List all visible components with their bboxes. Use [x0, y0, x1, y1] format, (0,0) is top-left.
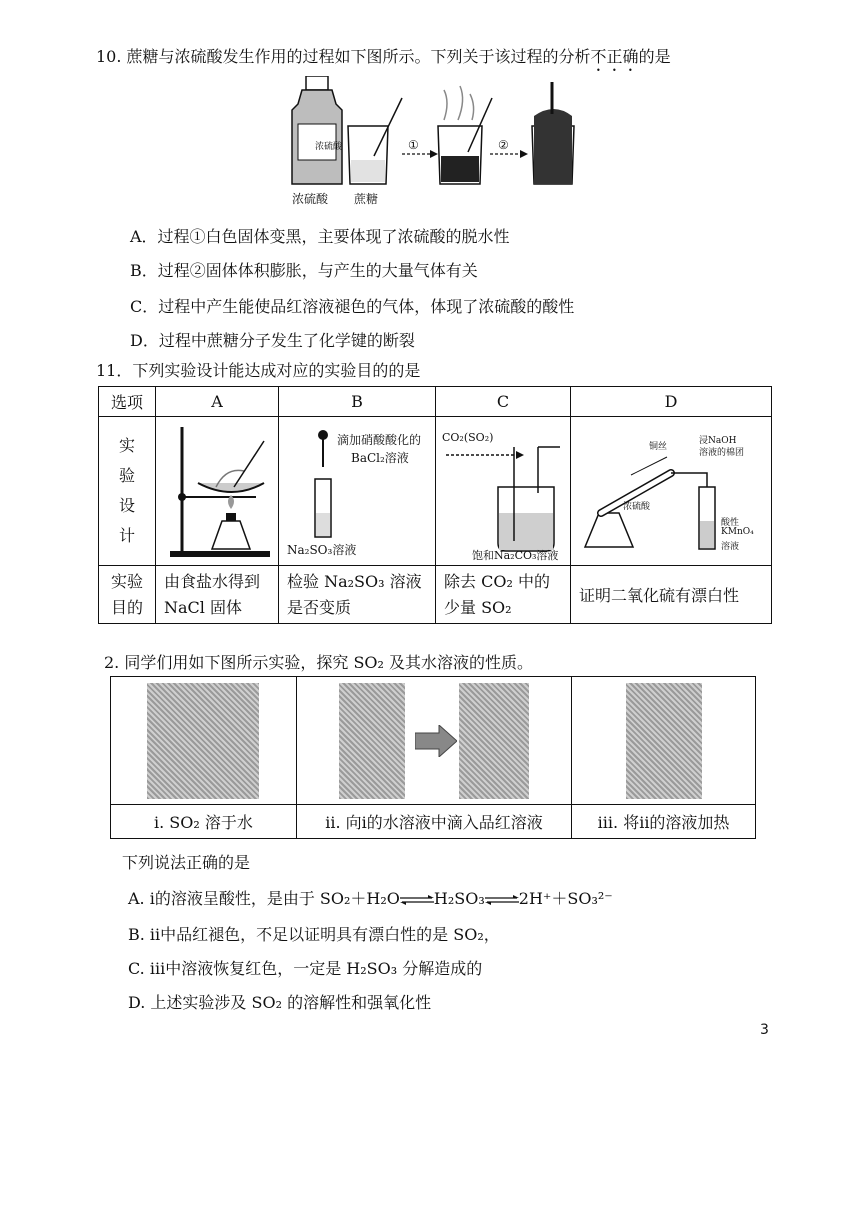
step2-arrow-icon: [490, 150, 528, 158]
equilibrium-arrow-icon: [400, 895, 434, 905]
q10-option-d: D．过程中蔗糖分子发生了化学键的断裂: [130, 331, 415, 350]
q2-option-a-post: 2H⁺＋SO₃²⁻: [518, 889, 613, 908]
design-c-cell: [436, 417, 571, 566]
q11-header-row: [99, 387, 772, 417]
d-label-naoh: 浸NaOH: [699, 436, 737, 446]
q10-stem-post: 的是: [638, 47, 671, 66]
q2-option-a-pre: A. i的溶液呈酸性，是由于 SO₂＋H₂O: [128, 889, 400, 908]
d-label-acid: 浓硫酸: [623, 502, 651, 512]
design-a-cell: [156, 417, 279, 566]
d-label-kmno4-solution: 溶液: [721, 542, 740, 552]
evaporation-apparatus-icon: [156, 417, 278, 565]
step1-label: ①: [408, 138, 419, 152]
photo-iii-cell: [572, 677, 756, 805]
q11-stem: 11．下列实验设计能达成对应的实验目的的是: [96, 361, 421, 380]
photo-iii-image: [626, 683, 702, 799]
purpose-b: [279, 566, 436, 624]
q2-option-b: B. ii中品红褪色，不足以证明具有漂白性的是 SO₂，: [128, 925, 500, 944]
copper-acid-apparatus-icon: [571, 417, 771, 565]
q11-table: [98, 386, 772, 624]
q10-figure: [284, 76, 584, 216]
bottle-inner-label: 浓硫酸: [315, 142, 343, 152]
q2-prompt: 下列说法正确的是: [122, 853, 251, 872]
d-label-cotton: 溶液的棉团: [699, 448, 745, 458]
q2-option-a: [128, 886, 613, 909]
black-beaker-icon: [438, 86, 492, 184]
c-label-gas: CO₂(SO₂): [442, 431, 494, 444]
expanded-beaker-icon: [532, 82, 574, 184]
q2-table: [110, 676, 756, 839]
design-label-2: 验: [118, 466, 135, 485]
arrow-right-icon: [415, 725, 457, 757]
purpose-c-1: 除去 CO₂ 中的: [444, 571, 550, 591]
header-c: C: [436, 387, 571, 417]
acid-bottle-icon: [292, 76, 342, 184]
q10-stem: [96, 44, 671, 75]
caption-i: i. SO₂ 溶于水: [111, 805, 297, 839]
q2-option-c: C. iii中溶液恢复红色，一定是 H₂SO₃ 分解造成的: [128, 959, 483, 978]
q10-stem-emphasis: 不正确: [590, 47, 639, 66]
caption-iii: iii. 将ii的溶液加热: [572, 805, 756, 839]
header-a: A: [156, 387, 279, 417]
d-label-kmno4: KMnO₄: [721, 527, 754, 537]
sugar-caption: 蔗糖: [354, 192, 379, 206]
q2-option-a-mid: H₂SO₃: [433, 889, 485, 908]
purpose-c-2: 少量 SO₂: [444, 597, 512, 617]
step2-label: ②: [498, 138, 509, 152]
c-label-solution: 饱和Na₂CO₃溶液: [472, 549, 559, 562]
photo-i-image: [147, 683, 259, 799]
design-label-3: 设: [118, 496, 135, 515]
purpose-label-2: 目的: [110, 597, 143, 617]
q11-purpose-row: [99, 566, 772, 624]
q10-option-c: C．过程中产生能使品红溶液褪色的气体，体现了浓硫酸的酸性: [130, 297, 575, 316]
q10-option-b: B．过程②固体体积膨胀，与产生的大量气体有关: [130, 261, 478, 280]
purpose-a: [156, 566, 279, 624]
d-label-copper: 铜丝: [649, 442, 668, 452]
equilibrium-arrow-icon-2: [485, 895, 519, 905]
q2-caption-row: [111, 805, 756, 839]
purpose-a-2: NaCl 固体: [164, 597, 242, 617]
design-label-4: 计: [118, 526, 135, 545]
bottle-caption: 浓硫酸: [292, 192, 329, 206]
design-d-cell: [571, 417, 772, 566]
design-label-1: 实: [118, 436, 135, 455]
d-label-acidic: 酸性: [721, 518, 740, 528]
photo-ii-cell: [296, 677, 571, 805]
caption-ii: ii. 向i的水溶液中滴入品红溶液: [296, 805, 571, 839]
b-label-na2so3: Na₂SO₃溶液: [287, 543, 357, 557]
q10-stem-pre: 10. 蔗糖与浓硫酸发生作用的过程如下图所示。下列关于该过程的分析: [96, 47, 591, 66]
design-row-label: [99, 417, 156, 566]
purpose-a-1: 由食盐水得到: [164, 571, 261, 591]
q10-option-a: A．过程①白色固体变黑，主要体现了浓硫酸的脱水性: [130, 227, 510, 246]
q2-stem: 2. 同学们用如下图所示实验，探究 SO₂ 及其水溶液的性质。: [104, 653, 534, 672]
page-number: 3: [760, 1022, 769, 1038]
b-label-bacl2: BaCl₂溶液: [351, 451, 409, 465]
q11-design-row: [99, 417, 772, 566]
b-label-reagent: 滴加硝酸酸化的: [337, 433, 422, 447]
purpose-row-label: [99, 566, 156, 624]
purpose-label-1: 实验: [110, 571, 143, 591]
design-b-cell: [279, 417, 436, 566]
sugar-beaker-icon: [348, 98, 402, 184]
photo-i-cell: [111, 677, 297, 805]
photo-ii-before-image: [339, 683, 405, 799]
purpose-b-2: 是否变质: [287, 597, 352, 617]
header-d: D: [571, 387, 772, 417]
photo-ii-after-image: [459, 683, 529, 799]
purpose-d: 证明二氧化硫有漂白性: [571, 566, 772, 624]
purpose-b-1: 检验 Na₂SO₃ 溶液: [287, 571, 422, 591]
purpose-c: [436, 566, 571, 624]
q2-photo-row: [111, 677, 756, 805]
q2-option-d: D. 上述实验涉及 SO₂ 的溶解性和强氧化性: [128, 993, 432, 1012]
header-option: 选项: [99, 387, 156, 417]
header-b: B: [279, 387, 436, 417]
